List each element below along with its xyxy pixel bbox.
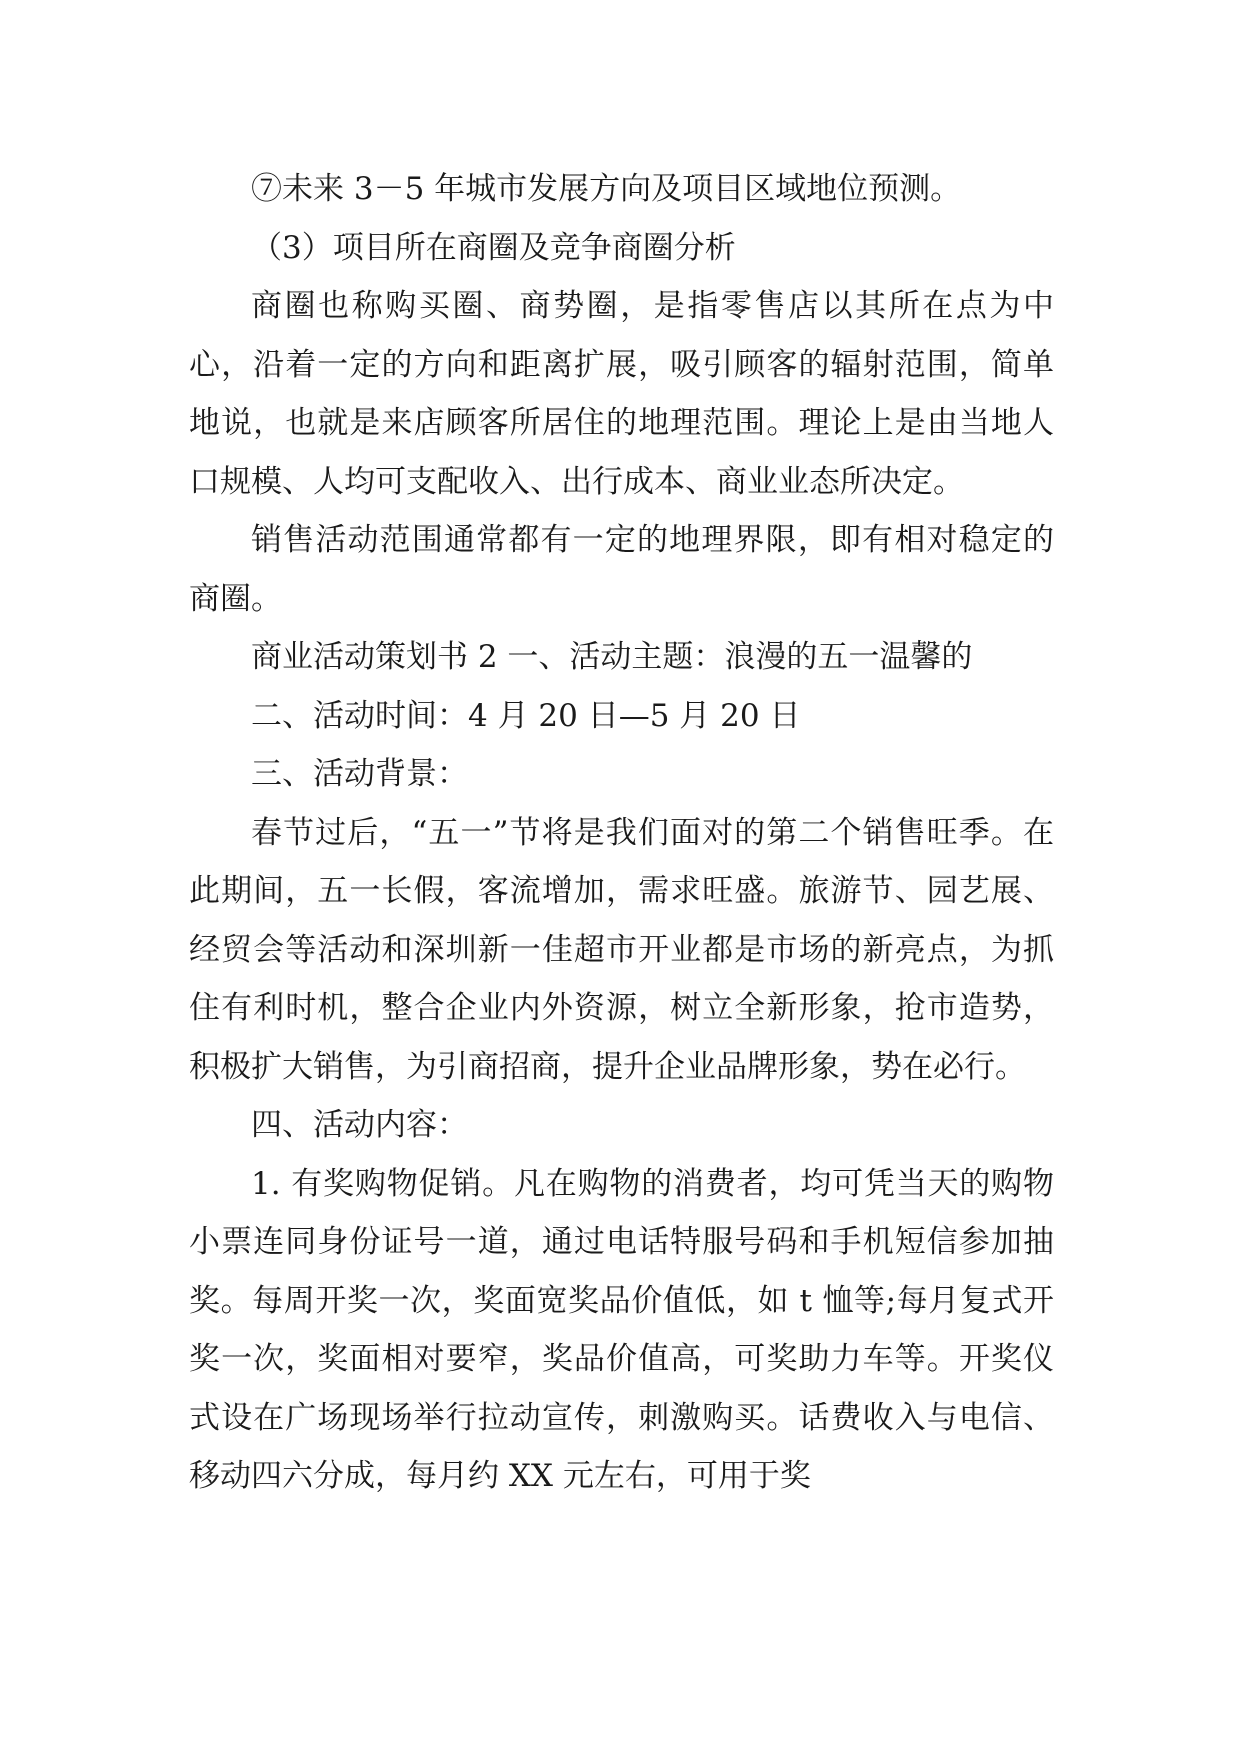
paragraph-content-heading: 四、活动内容： bbox=[251, 1107, 468, 1143]
paragraph-forecast-item: ⑦未来 3－5 年城市发展方向及项目区域地位预测。 bbox=[251, 171, 962, 207]
paragraph-plan-theme: 商业活动策划书 2 一、活动主题：浪漫的五一温馨的 bbox=[251, 639, 973, 675]
paragraph-activity-time: 二、活动时间：4 月 20 日—5 月 20 日 bbox=[251, 697, 801, 734]
paragraph-trade-area-definition: 商圈也称购买圈、商势圈，是指零售店以其所在点为中心，沿着一定的方向和距离扩展，吸引顾客的辐射范围，简单地说，也就是来店顾客所居住的地理范围。理论上是由当地人口规模、人均可支配收入、出行成本、商业业态所决定。 bbox=[189, 288, 1054, 500]
document-body bbox=[189, 160, 1054, 1506]
paragraph-background-body: 春节过后，“五一”节将是我们面对的第二个销售旺季。在此期间，五一长假，客流增加，需求旺盛。旅游节、园艺展、经贸会等活动和深圳新一佳超市开业都是市场的新亮点，为抓住有利时机，整合企业内外资源，树立全新形象，抢市造势，积极扩大销售，为引商招商，提升企业品牌形象，势在必行。 bbox=[189, 814, 1054, 1085]
paragraph-sales-range: 销售活动范围通常都有一定的地理界限，即有相对稳定的商圈。 bbox=[189, 522, 1054, 617]
paragraph-background-heading: 三、活动背景： bbox=[251, 756, 468, 792]
paragraph-section-heading-trade-area: （3）项目所在商圈及竞争商圈分析 bbox=[251, 229, 736, 266]
paragraph-lottery-promotion: 1. 有奖购物促销。凡在购物的消费者，均可凭当天的购物小票连同身份证号一道，通过电话特服号码和手机短信参加抽奖。每周开奖一次，奖面宽奖品价值低，如 t 恤等;每月复式开奖一次，奖面相对要窄，奖品价值高，可奖助力车等。开奖仪式设在广场现场举行拉动宣传，刺激购买。话费收入与电信、移动四六分成，每月约 XX 元左右，可用于奖 bbox=[189, 1165, 1054, 1494]
